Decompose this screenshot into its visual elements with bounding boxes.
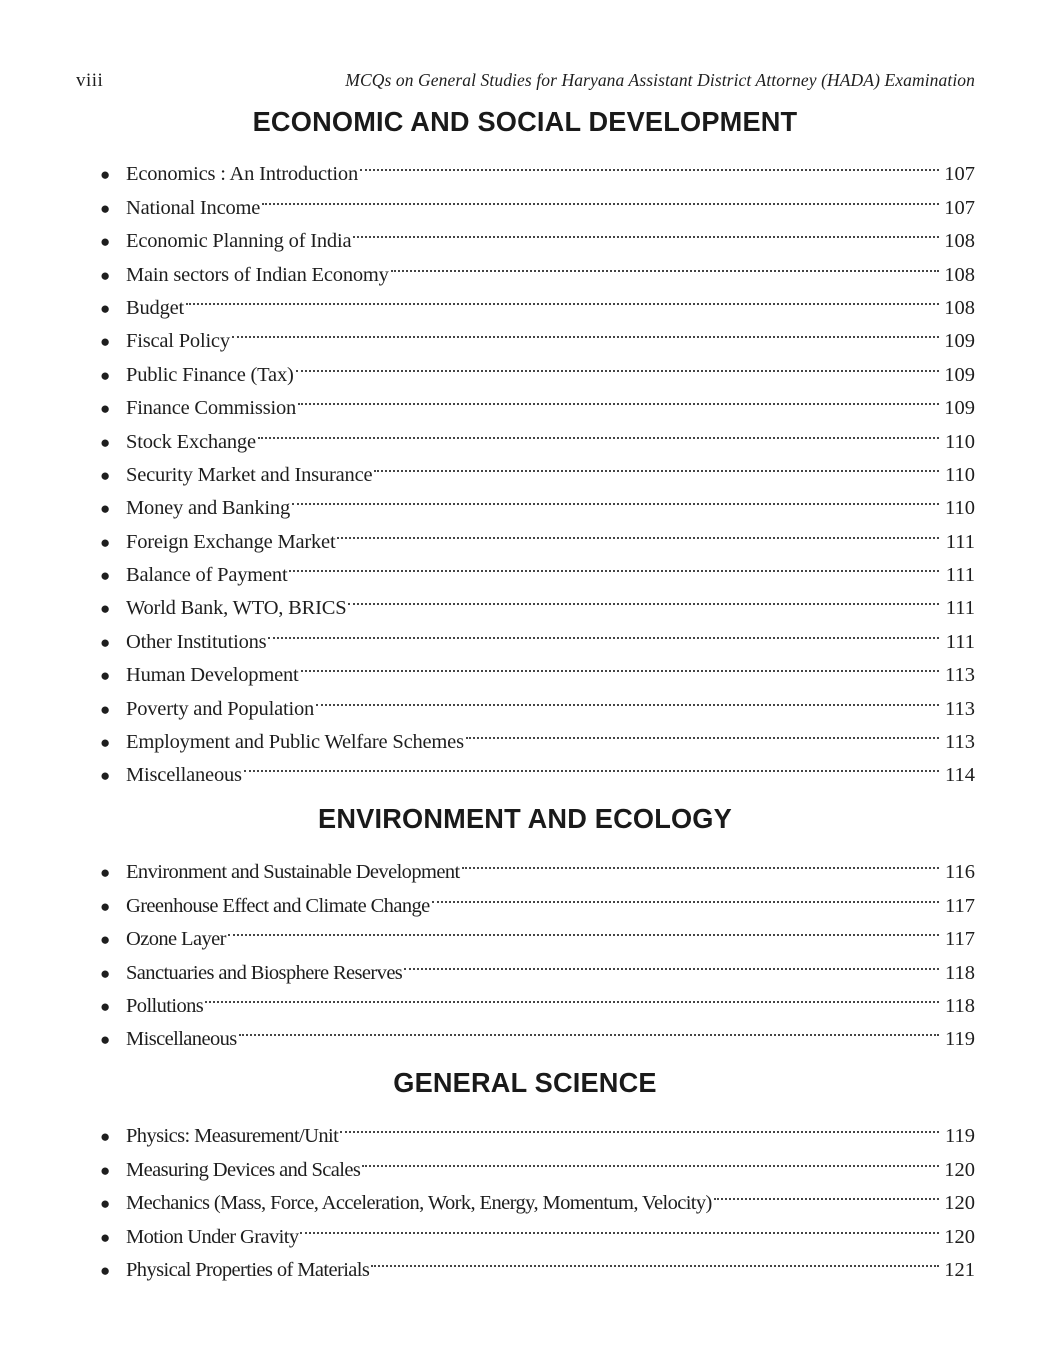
bullet-icon: ● xyxy=(100,566,111,586)
dot-leader xyxy=(298,381,939,414)
dot-leader xyxy=(371,1243,939,1276)
dot-leader xyxy=(244,748,939,781)
bullet-icon: ● xyxy=(100,1194,111,1214)
entry-title: Greenhouse Effect and Climate Change xyxy=(126,894,430,917)
bullet-icon: ● xyxy=(100,365,111,385)
entry-page-number: 111 xyxy=(945,630,975,653)
entry-page-number: 110 xyxy=(945,463,975,486)
bullet-icon: ● xyxy=(100,399,111,419)
entry-page-number: 108 xyxy=(944,263,975,286)
dot-leader xyxy=(289,548,939,581)
bullet-icon: ● xyxy=(100,766,111,786)
section-heading-general-science: GENERAL SCIENCE xyxy=(393,1067,657,1098)
entry-title: Fiscal Policy xyxy=(126,330,230,353)
entry-title: Main sectors of Indian Economy xyxy=(126,263,389,286)
bullet-icon: ● xyxy=(100,863,111,883)
entry-page-number: 110 xyxy=(945,497,975,520)
entry-title: Security Market and Insurance xyxy=(126,463,373,486)
entry-page-number: 120 xyxy=(944,1192,975,1215)
entry-title: Motion Under Gravity xyxy=(126,1225,299,1248)
page-number: viii xyxy=(76,70,104,91)
dot-leader xyxy=(404,945,939,978)
entry-title: Balance of Payment xyxy=(126,564,288,587)
dot-leader xyxy=(462,845,939,878)
toc-entry[interactable] xyxy=(98,912,975,951)
toc-entry[interactable] xyxy=(98,845,975,884)
entry-title: Economics : An Introduction xyxy=(126,163,359,186)
entry-page-number: 111 xyxy=(945,597,975,620)
entry-page-number: 120 xyxy=(944,1225,975,1248)
entry-page-number: 113 xyxy=(945,731,975,754)
bullet-icon: ● xyxy=(100,996,111,1016)
bullet-icon: ● xyxy=(100,298,111,318)
entry-page-number: 113 xyxy=(945,664,975,687)
running-head xyxy=(76,70,975,98)
entry-page-number: 118 xyxy=(945,994,975,1017)
entry-page-number: 117 xyxy=(945,928,975,951)
entry-title: Budget xyxy=(126,296,185,319)
dot-leader xyxy=(186,281,939,314)
toc-entry[interactable] xyxy=(98,281,975,319)
bullet-icon: ● xyxy=(100,599,111,619)
dot-leader xyxy=(466,715,939,748)
dot-leader xyxy=(232,314,939,347)
dot-leader xyxy=(262,180,939,213)
entry-title: Human Development xyxy=(126,664,299,687)
entry-title: Pollutions xyxy=(126,994,204,1017)
bullet-icon: ● xyxy=(100,265,111,285)
entry-title: Mechanics (Mass, Force, Acceleration, Work, Energy, Momentum, Velocity) xyxy=(126,1192,712,1215)
dot-leader xyxy=(239,1012,939,1045)
bullet-icon: ● xyxy=(100,499,111,519)
dot-leader xyxy=(714,1176,939,1209)
entry-title: World Bank, WTO, BRICS xyxy=(126,597,347,620)
bullet-icon: ● xyxy=(100,1127,111,1147)
toc-entry[interactable] xyxy=(98,979,975,1017)
dot-leader xyxy=(258,414,939,447)
entry-page-number: 108 xyxy=(944,296,975,319)
dot-leader xyxy=(374,448,939,481)
entry-title: Sanctuaries and Biosphere Reserves xyxy=(126,961,403,984)
dot-leader xyxy=(268,614,939,647)
entry-page-number: 111 xyxy=(945,564,975,587)
entry-page-number: 107 xyxy=(944,163,975,186)
dot-leader xyxy=(360,147,939,180)
entry-title: Environment and Sustainable Development xyxy=(126,861,460,884)
entry-page-number: 109 xyxy=(944,397,975,420)
dot-leader xyxy=(296,347,939,380)
toc-list-environment-ecology xyxy=(98,845,975,1051)
section-heading-economic-social-development: ECONOMIC AND SOCIAL DEVELOPMENT xyxy=(252,106,798,137)
entry-title: Physical Properties of Materials xyxy=(126,1258,370,1281)
entry-title: Miscellaneous xyxy=(126,1028,237,1051)
entry-title: Stock Exchange xyxy=(126,430,256,453)
entry-title: Money and Banking xyxy=(126,497,290,520)
bullet-icon: ● xyxy=(100,198,111,218)
dot-leader xyxy=(353,214,939,247)
dot-leader xyxy=(228,912,939,945)
toc-entry[interactable] xyxy=(98,314,975,353)
toc-entry[interactable] xyxy=(98,1109,975,1148)
dot-leader xyxy=(362,1142,939,1175)
bullet-icon: ● xyxy=(100,1030,111,1050)
entry-title: Finance Commission xyxy=(126,397,297,420)
bullet-icon: ● xyxy=(100,666,111,686)
bullet-icon: ● xyxy=(100,632,111,652)
toc-entry[interactable] xyxy=(98,1012,975,1051)
bullet-icon: ● xyxy=(100,532,111,552)
book-title: MCQs on General Studies for Haryana Assistant District Attorney (HADA) Examination xyxy=(345,70,975,90)
bullet-icon: ● xyxy=(100,896,111,916)
entry-page-number: 109 xyxy=(944,330,975,353)
entry-title: Employment and Public Welfare Schemes xyxy=(126,731,464,754)
dot-leader xyxy=(340,1109,939,1142)
toc-list-general-science xyxy=(98,1109,975,1281)
toc-entry[interactable] xyxy=(98,147,975,186)
dot-leader xyxy=(301,648,939,681)
dot-leader xyxy=(432,878,939,911)
entry-page-number: 114 xyxy=(945,764,975,787)
entry-page-number: 119 xyxy=(945,1125,975,1148)
toc-list-economic-social-development xyxy=(98,147,975,787)
dot-leader xyxy=(337,514,939,547)
bullet-icon: ● xyxy=(100,332,111,352)
bullet-icon: ● xyxy=(100,699,111,719)
entry-title: Miscellaneous xyxy=(126,764,242,787)
entry-title: Economic Planning of India xyxy=(126,230,352,253)
dot-leader xyxy=(292,481,939,514)
bullet-icon: ● xyxy=(100,963,111,983)
entry-page-number: 118 xyxy=(945,961,975,984)
entry-page-number: 116 xyxy=(945,861,975,884)
bullet-icon: ● xyxy=(100,465,111,485)
entry-page-number: 107 xyxy=(944,196,975,219)
bullet-icon: ● xyxy=(100,733,111,753)
entry-title: Foreign Exchange Market xyxy=(126,530,336,553)
entry-page-number: 113 xyxy=(945,697,975,720)
entry-title: Measuring Devices and Scales xyxy=(126,1158,361,1181)
bullet-icon: ● xyxy=(100,1260,111,1280)
entry-page-number: 117 xyxy=(945,894,975,917)
entry-title: Poverty and Population xyxy=(126,697,315,720)
bullet-icon: ● xyxy=(100,1227,111,1247)
bullet-icon: ● xyxy=(100,165,111,185)
bullet-icon: ● xyxy=(100,930,111,950)
bullet-icon: ● xyxy=(100,232,111,252)
dot-leader xyxy=(300,1209,939,1242)
entry-title: Physics: Measurement/Unit xyxy=(126,1125,339,1148)
entry-page-number: 111 xyxy=(945,530,975,553)
entry-page-number: 110 xyxy=(945,430,975,453)
bullet-icon: ● xyxy=(100,432,111,452)
entry-title: Ozone Layer xyxy=(126,928,226,951)
toc-entry[interactable] xyxy=(98,945,975,984)
bullet-icon: ● xyxy=(100,1160,111,1180)
section-heading-environment-ecology: ENVIRONMENT AND ECOLOGY xyxy=(318,803,732,834)
entry-title: Other Institutions xyxy=(126,630,267,653)
entry-page-number: 108 xyxy=(944,230,975,253)
entry-page-number: 121 xyxy=(944,1258,975,1281)
dot-leader xyxy=(205,979,939,1012)
entry-page-number: 120 xyxy=(944,1158,975,1181)
dot-leader xyxy=(348,581,939,614)
dot-leader xyxy=(316,681,939,714)
entry-page-number: 119 xyxy=(945,1028,975,1051)
dot-leader xyxy=(391,247,939,280)
entry-title: National Income xyxy=(126,196,261,219)
entry-page-number: 109 xyxy=(944,363,975,386)
entry-title: Public Finance (Tax) xyxy=(126,363,294,386)
